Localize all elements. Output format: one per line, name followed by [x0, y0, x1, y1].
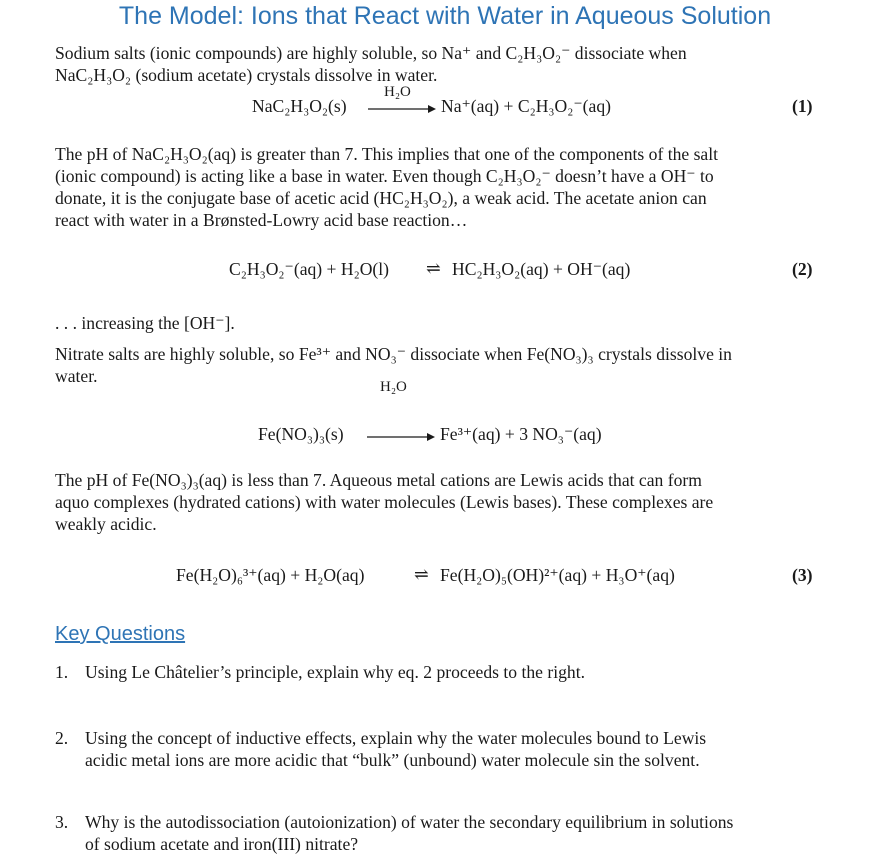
page-title: The Model: Ions that React with Water in Aqueous Solution: [118, 2, 772, 30]
question-3-line-1: Why is the autodissociation (autoionization) of water the secondary equilibrium in solutions: [85, 812, 734, 832]
question-1-number: 1.: [55, 662, 69, 682]
eq2-equilibrium-icon: ⇌: [426, 258, 441, 278]
eq3-number: (3): [792, 565, 813, 585]
para2-line-4: react with water in a Brønsted-Lowry acid base reaction…: [55, 210, 468, 230]
eq3-equilibrium-icon: ⇌: [414, 564, 429, 584]
eq1-number: (1): [792, 96, 813, 116]
para5-line-1: The pH of Fe(NO₃)₃(aq) is less than 7. Aqueous metal cations are Lewis acids that can form: [55, 470, 702, 490]
para2-line-1: The pH of NaC₂H₃O₂(aq) is greater than 7. This implies that one of the components of the salt: [55, 144, 719, 164]
eq2-lhs: C₂H₃O₂⁻(aq) + H₂O(l): [229, 259, 390, 279]
eq1-arrow-icon: [368, 103, 436, 115]
eq1-rhs: Na⁺(aq) + C₂H₃O₂⁻(aq): [441, 96, 612, 116]
eq2-number: (2): [792, 259, 813, 279]
eq-fe-over-arrow: H₂O: [380, 379, 407, 395]
para3: . . . increasing the [OH⁻].: [55, 313, 235, 333]
question-3: [55, 811, 734, 854]
intro-line-1: Sodium salts (ionic compounds) are highly soluble, so Na⁺ and C₂H₃O₂⁻ dissociate when: [55, 43, 687, 63]
para2-line-2: (ionic compound) is acting like a base in water. Even though C₂H₃O₂⁻ doesn’t have a OH⁻ to: [55, 166, 714, 186]
eq3-rhs: Fe(H₂O)₅(OH)²⁺(aq) + H₃O⁺(aq): [440, 565, 675, 585]
intro-line-2: NaC₂H₃O₂ (sodium acetate) crystals dissolve in water.: [55, 65, 438, 85]
question-3-number: 3.: [55, 812, 69, 832]
eq3-lhs: Fe(H₂O)₆³⁺(aq) + H₂O(aq): [176, 565, 365, 585]
question-2-line-2: acidic metal ions are more acidic that “bulk” (unbound) water molecule sin the solvent.: [85, 750, 700, 770]
para5-line-3: weakly acidic.: [55, 514, 157, 534]
question-2: [55, 727, 707, 770]
eq-fe-arrow-icon: [367, 431, 435, 443]
question-2-line-1: Using the concept of inductive effects, explain why the water molecules bound to Lewis: [85, 728, 707, 748]
para4-line-1: Nitrate salts are highly soluble, so Fe³⁺ and NO₃⁻ dissociate when Fe(NO₃)₃ crystals dissolve in: [55, 344, 732, 364]
para4-line-2: water.: [55, 366, 98, 386]
eq2-rhs: HC₂H₃O₂(aq) + OH⁻(aq): [452, 259, 631, 279]
eq-fe-rhs: Fe³⁺(aq) + 3 NO₃⁻(aq): [440, 424, 602, 444]
eq1-over-arrow: H₂O: [384, 84, 411, 100]
key-questions-heading: Key Questions: [55, 623, 186, 645]
question-1: [55, 661, 585, 683]
para2-line-3: donate, it is the conjugate base of acetic acid (HC₂H₃O₂), a weak acid. The acetate anion can: [55, 188, 707, 208]
eq1-lhs: NaC₂H₃O₂(s): [252, 96, 347, 116]
question-2-number: 2.: [55, 728, 69, 748]
eq-fe-lhs: Fe(NO₃)₃(s): [258, 424, 344, 444]
para5-line-2: aquo complexes (hydrated cations) with water molecules (Lewis bases). These complexes are: [55, 492, 714, 512]
question-3-line-2: of sodium acetate and iron(III) nitrate?: [85, 834, 359, 854]
question-1-line-1: Using Le Châtelier’s principle, explain why eq. 2 proceeds to the right.: [85, 662, 585, 682]
